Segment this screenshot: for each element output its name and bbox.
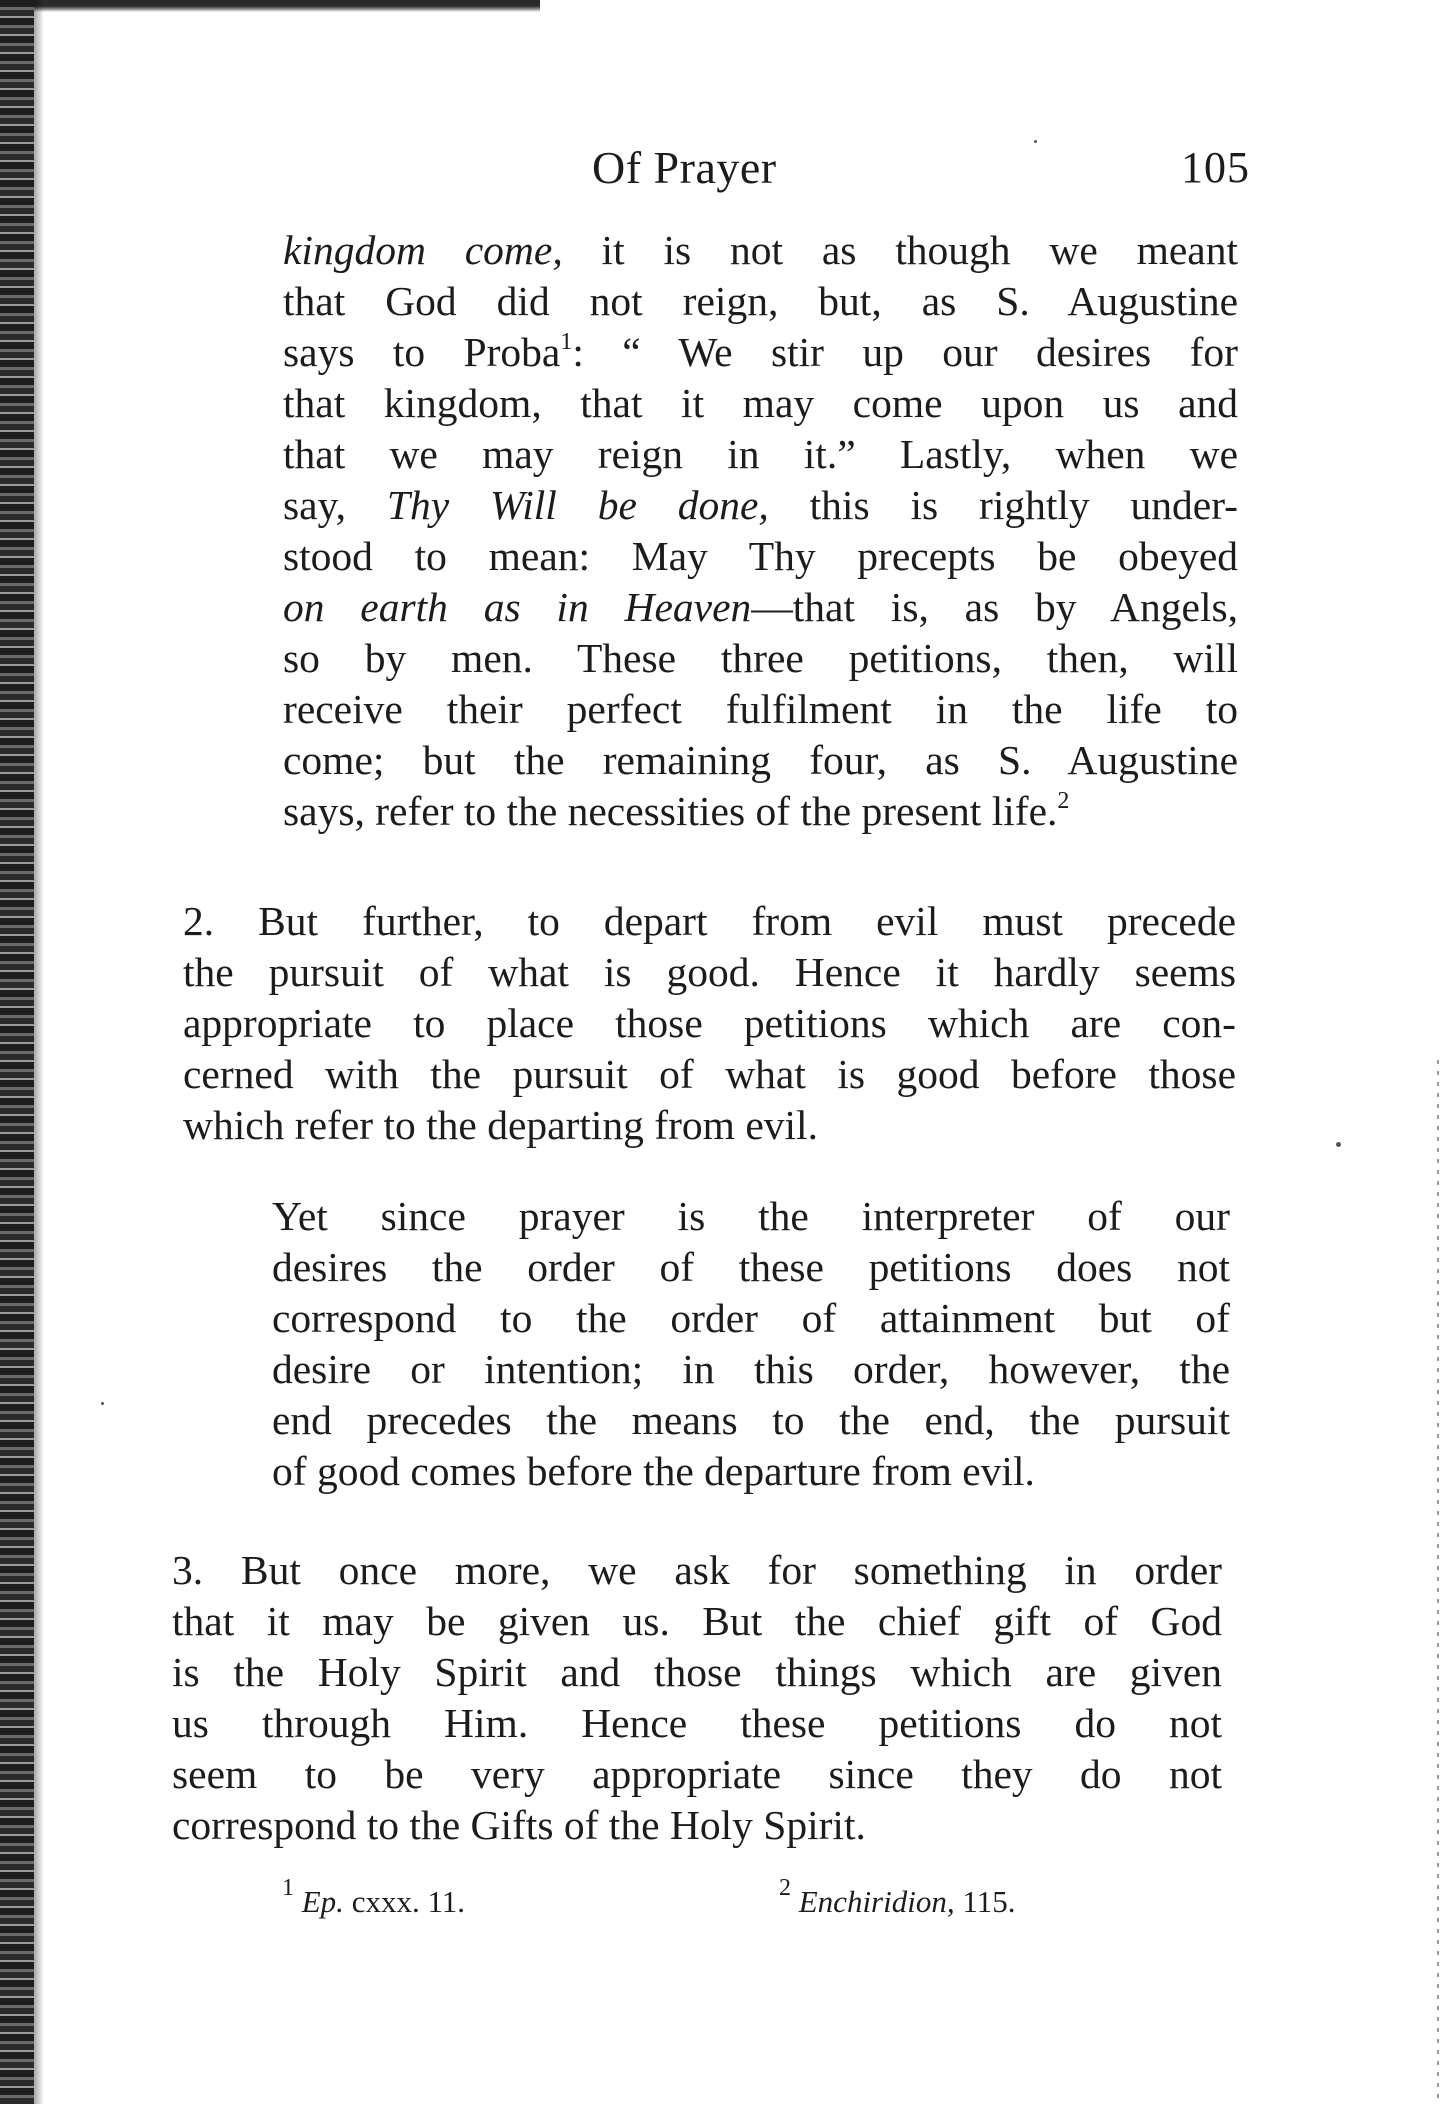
- text-line: [172, 1698, 1222, 1749]
- text-line: [183, 1100, 1236, 1151]
- footnote-2: [779, 1877, 1015, 1927]
- page-number: 105: [1181, 143, 1250, 192]
- text-run: this is rightly under-: [768, 482, 1238, 528]
- text-line: [272, 1344, 1230, 1395]
- text-run: seem to be very appropriate since they do not: [172, 1751, 1222, 1797]
- text-line: [283, 480, 1238, 531]
- text-run: says to Proba: [283, 329, 561, 375]
- text-run: which refer to the departing from evil.: [183, 1102, 818, 1148]
- paragraph-section-3: [172, 1545, 1222, 1851]
- text-line: [272, 1446, 1230, 1497]
- text-run: receive their perfect fulfilment in the life to: [283, 686, 1238, 732]
- footnote-1: [282, 1877, 465, 1927]
- text-line: [283, 378, 1238, 429]
- italic-text: on earth as in Heaven: [283, 584, 752, 630]
- footnote-marker: 1: [560, 329, 573, 356]
- text-run: so by men. These three petitions, then, will: [283, 635, 1238, 681]
- text-line: [283, 786, 1238, 837]
- binding-edge: [0, 0, 34, 2104]
- text-line: [183, 998, 1236, 1049]
- footnote-text: cxxx. 11.: [343, 1884, 466, 1919]
- text-run: appropriate to place those petitions which are con-: [183, 1000, 1236, 1046]
- footnote-mark: 2: [779, 1875, 791, 1902]
- top-edge-shadow: [0, 0, 540, 12]
- text-run: us through Him. Hence these petitions do not: [172, 1700, 1222, 1746]
- text-line: [283, 582, 1238, 633]
- speck: [1336, 1142, 1341, 1147]
- text-line: [283, 327, 1238, 378]
- page-header: [560, 138, 1250, 198]
- text-line: [283, 684, 1238, 735]
- footnote-ref: Enchiridion,: [798, 1884, 955, 1919]
- text-line: [272, 1242, 1230, 1293]
- text-run: : “ We stir up our desires for: [572, 329, 1238, 375]
- footnote-ref: Ep.: [301, 1884, 344, 1919]
- text-line: [283, 531, 1238, 582]
- text-line: [272, 1395, 1230, 1446]
- text-line: [183, 896, 1236, 947]
- text-run: that God did not reign, but, as S. Augustine: [283, 278, 1238, 324]
- text-line: [172, 1647, 1222, 1698]
- text-run: come; but the remaining four, as S. Augustine: [283, 737, 1238, 783]
- text-line: [283, 633, 1238, 684]
- text-line: [272, 1293, 1230, 1344]
- paragraph-answer-2: [272, 1191, 1230, 1497]
- text-line: [283, 276, 1238, 327]
- text-run: end precedes the means to the end, the pursuit: [272, 1397, 1230, 1443]
- footnote-marker: 2: [1057, 788, 1070, 815]
- text-run: 2. But further, to depart from evil must precede: [183, 898, 1236, 944]
- text-run: is the Holy Spirit and those things which are given: [172, 1649, 1222, 1695]
- text-run: it is not as though we meant: [562, 227, 1238, 273]
- running-head: Of Prayer: [592, 142, 777, 193]
- right-page-edge: [1437, 1060, 1439, 2100]
- footnotes: [282, 1877, 1102, 1927]
- text-run: —that is, as by Angels,: [751, 584, 1238, 630]
- text-line: [183, 947, 1236, 998]
- italic-text: kingdom come,: [283, 227, 563, 273]
- text-run: that we may reign in it.” Lastly, when we: [283, 431, 1238, 477]
- footnote-mark: 1: [282, 1875, 294, 1902]
- text-run: says, refer to the necessities of the present life.: [283, 788, 1058, 834]
- text-run: that it may be given us. But the chief gift of God: [172, 1598, 1222, 1644]
- text-run: of good comes before the departure from evil.: [272, 1448, 1035, 1494]
- text-run: correspond to the Gifts of the Holy Spirit.: [172, 1802, 866, 1848]
- text-run: Yet since prayer is the interpreter of our: [272, 1193, 1230, 1239]
- text-run: the pursuit of what is good. Hence it hardly seems: [183, 949, 1236, 995]
- speck: [101, 1402, 104, 1405]
- text-line: [172, 1749, 1222, 1800]
- binding-shadow: [34, 0, 44, 2104]
- italic-text: Thy Will be done,: [386, 482, 769, 528]
- text-run: cerned with the pursuit of what is good before those: [183, 1051, 1236, 1097]
- text-line: [172, 1545, 1222, 1596]
- text-line: [283, 225, 1238, 276]
- text-line: [283, 735, 1238, 786]
- text-run: desire or intention; in this order, however, the: [272, 1346, 1230, 1392]
- text-line: [283, 429, 1238, 480]
- text-run: 3. But once more, we ask for something in order: [172, 1547, 1222, 1593]
- paragraph-continuation: [283, 225, 1238, 837]
- text-line: [272, 1191, 1230, 1242]
- text-run: stood to mean: May Thy precepts be obeyed: [283, 533, 1238, 579]
- text-line: [172, 1800, 1222, 1851]
- text-run: that kingdom, that it may come upon us and: [283, 380, 1238, 426]
- text-line: [183, 1049, 1236, 1100]
- text-run: say,: [283, 482, 387, 528]
- text-run: desires the order of these petitions does not: [272, 1244, 1230, 1290]
- paragraph-section-2: [183, 896, 1236, 1151]
- footnote-text: 115.: [954, 1884, 1016, 1919]
- text-line: [172, 1596, 1222, 1647]
- text-run: correspond to the order of attainment but of: [272, 1295, 1230, 1341]
